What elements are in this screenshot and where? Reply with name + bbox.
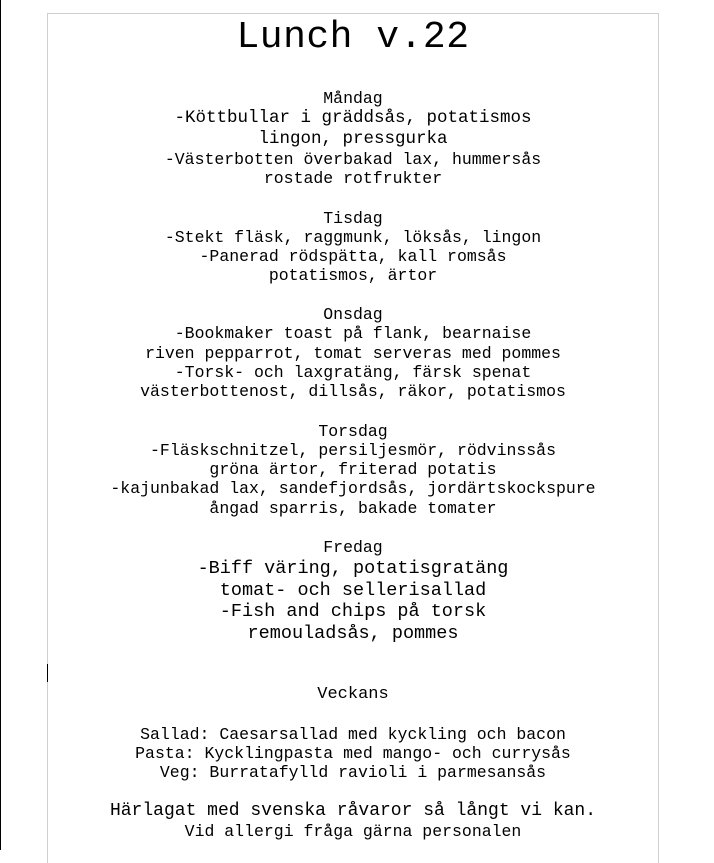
- menu-line: -Bookmaker toast på flank, bearnaise: [174, 324, 532, 344]
- day-tuesday: [48, 209, 658, 286]
- menu-line: -Köttbullar i gräddsås, potatismos: [174, 108, 532, 128]
- day-monday: [48, 89, 658, 189]
- weekly-line: Pasta: Kycklingpasta med mango- och currysås: [135, 743, 571, 763]
- menu-line: -kajunbakad lax, sandefjordsås, jordärtskockspure: [110, 479, 596, 499]
- day-name: Tisdag: [323, 208, 383, 228]
- day-thursday: [48, 422, 658, 518]
- weekly-heading: Veckans: [317, 684, 389, 704]
- menu-line: -Fish and chips på torsk: [219, 601, 487, 623]
- menu-line: -Fläskschnitzel, persiljesmör, rödvinssås: [150, 440, 556, 460]
- menu-line: -Västerbotten överbakad lax, hummersås: [164, 150, 542, 169]
- weekly-line: Veg: Burratafylld ravioli i parmesansås: [159, 763, 547, 783]
- menu-line: gröna ärtor, friterad potatis: [209, 459, 497, 479]
- menu-line: -Stekt fläsk, raggmunk, löksås, lingon: [164, 227, 542, 247]
- menu-line: västerbottenost, dillsås, räkor, potatismos: [140, 382, 566, 402]
- weekly-line: Sallad: Caesarsallad med kyckling och bacon: [140, 724, 566, 744]
- day-wednesday: [48, 305, 658, 401]
- menu-line: riven pepparrot, tomat serveras med pommes: [145, 343, 561, 363]
- menu-line: lingon, pressgurka: [258, 129, 448, 149]
- menu-line: rostade rotfrukter: [263, 169, 443, 189]
- footer-section: [48, 801, 658, 841]
- menu-line: -Panerad rödspätta, kall romsås: [199, 246, 507, 266]
- day-name: Onsdag: [323, 305, 383, 325]
- menu-content: [48, 14, 658, 841]
- day-name: Måndag: [323, 89, 383, 108]
- menu-line: potatismos, ärtor: [268, 266, 438, 286]
- day-name: Torsdag: [318, 421, 388, 441]
- menu-line: -Biff väring, potatisgratäng: [197, 557, 509, 579]
- footer-main-text: Härlagat med svenska råvaror så långt vi kan.: [109, 800, 597, 821]
- menu-line: ångad sparris, bakade tomater: [209, 498, 497, 518]
- allergy-note: Vid allergi fråga gärna personalen: [184, 821, 522, 841]
- menu-line: remouladsås, pommes: [247, 622, 459, 644]
- menu-line: -Torsk- och laxgratäng, färsk spenat: [174, 363, 532, 383]
- menu-line: tomat- och sellerisallad: [219, 579, 487, 601]
- weekly-section: [48, 685, 658, 783]
- window-left-edge: [0, 0, 1, 850]
- day-friday: [48, 538, 658, 645]
- text-cursor: [47, 664, 48, 682]
- document-page: [47, 13, 659, 863]
- page-title: Lunch v.22: [236, 16, 470, 59]
- day-name: Fredag: [323, 537, 383, 557]
